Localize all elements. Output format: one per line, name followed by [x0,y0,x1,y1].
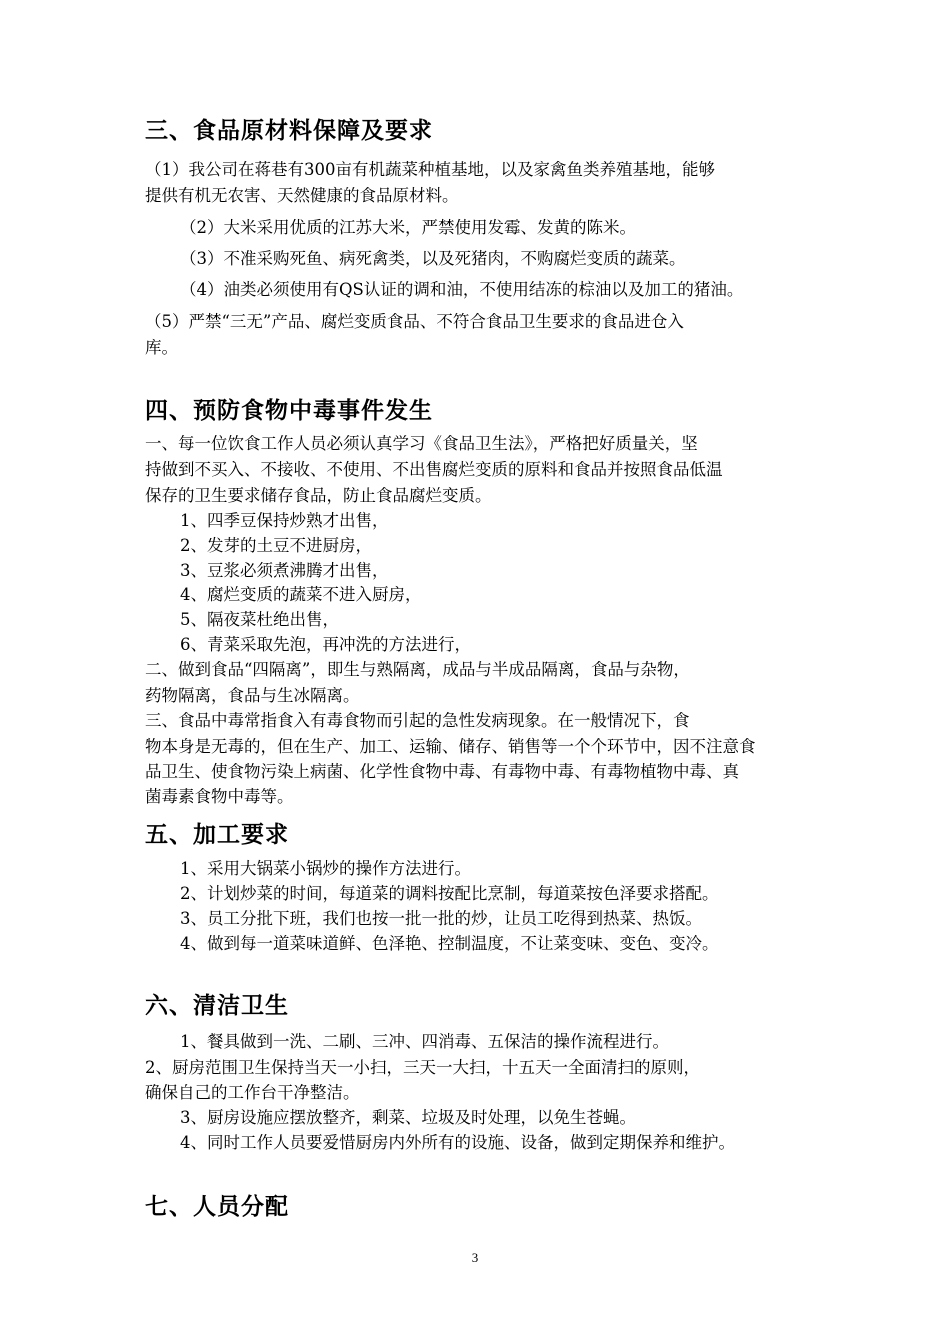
s4-list-item-4: 4、腐烂变质的蔬菜不进入厨房， [180,585,422,604]
s4-item-a-line-2: 持做到不买入、不接收、不使用、不出售腐烂变质的原料和食品并按照食品低温 [145,460,723,479]
s6-list-item-3: 3、厨房设施应摆放整齐，剩菜、垃圾及时处理，以免生苍蝇。 [180,1108,636,1127]
section-5-heading: 五、加工要求 [145,822,289,848]
s3-paragraph-1-line-2: 提供有机无农害、天然健康的食品原材料。 [145,186,459,205]
s4-list-item-6: 6、青菜采取先泡，再冲洗的方法进行， [180,635,471,654]
s3-paragraph-3: （3）不准采购死鱼、病死禽类，以及死猪肉，不购腐烂变质的蔬菜。 [180,249,686,268]
s3-paragraph-4: （4）油类必须使用有QS认证的调和油，不使用结冻的棕油以及加工的猪油。 [180,280,744,299]
s3-paragraph-1-line-1: （1）我公司在蒋巷有300亩有机蔬菜种植基地，以及家禽鱼类养殖基地，能够 [145,160,715,179]
s3-paragraph-5-line-2: 库。 [145,338,178,357]
section-3-heading: 三、食品原材料保障及要求 [145,118,433,144]
s4-item-a-line-3: 保存的卫生要求储存食品，防止食品腐烂变质。 [145,486,492,505]
s6-list-item-4: 4、同时工作人员要爱惜厨房内外所有的设施、设备，做到定期保养和维护。 [180,1133,735,1152]
section-4-heading: 四、预防食物中毒事件发生 [145,398,433,424]
s6-list-item-2-line-1: 2、厨房范围卫生保持当天一小扫，三天一大扫，十五天一全面清扫的原则， [145,1058,700,1077]
s4-list-item-2: 2、发芽的土豆不进厨房， [180,536,372,555]
s4-item-c-line-2: 物本身是无毒的，但在生产、加工、运输、储存、销售等一个个环节中，因不注意食 [145,737,756,756]
s5-list-item-4: 4、做到每一道菜味道鲜、色泽艳、控制温度，不让菜变味、变色、变冷。 [180,934,719,953]
s4-item-a-line-1: 一、每一位饮食工作人员必须认真学习《食品卫生法》，严格把好质量关，坚 [145,434,698,453]
section-7-heading: 七、人员分配 [145,1194,289,1220]
s4-item-c-line-4: 菌毒素食物中毒等。 [145,787,294,806]
s6-list-item-1: 1、餐具做到一洗、二刷、三冲、四消毒、五保洁的操作流程进行。 [180,1032,669,1051]
s5-list-item-2: 2、计划炒菜的时间，每道菜的调料按配比烹制，每道菜按色泽要求搭配。 [180,884,719,903]
s4-list-item-3: 3、豆浆必须煮沸腾才出售， [180,561,389,580]
s3-paragraph-5-line-1: （5）严禁“三无”产品、腐烂变质食品、不符合食品卫生要求的食品进仓入 [145,312,684,331]
s5-list-item-1: 1、采用大锅菜小锅炒的操作方法进行。 [180,859,471,878]
s5-list-item-3: 3、员工分批下班，我们也按一批一批的炒，让员工吃得到热菜、热饭。 [180,909,702,928]
section-6-heading: 六、清洁卫生 [145,993,289,1019]
s6-list-item-2-line-2: 确保自己的工作台干净整洁。 [145,1083,360,1102]
s4-item-b-line-1: 二、做到食品“四隔离”，即生与熟隔离，成品与半成品隔离，食品与杂物， [145,660,690,679]
s3-paragraph-2: （2）大米采用优质的江苏大米，严禁使用发霉、发黄的陈米。 [180,218,636,237]
s4-list-item-5: 5、隔夜菜杜绝出售， [180,610,339,629]
s4-item-c-line-1: 三、食品中毒常指食入有毒食物而引起的急性发病现象。在一般情况下，食 [145,711,690,730]
s4-item-b-line-2: 药物隔离，食品与生冰隔离。 [145,686,360,705]
s4-item-c-line-3: 品卫生、使食物污染上病菌、化学性食物中毒、有毒物中毒、有毒物植物中毒、真 [145,762,739,781]
page-number: 3 [471,1250,479,1265]
s4-list-item-1: 1、四季豆保持炒熟才出售， [180,511,389,530]
